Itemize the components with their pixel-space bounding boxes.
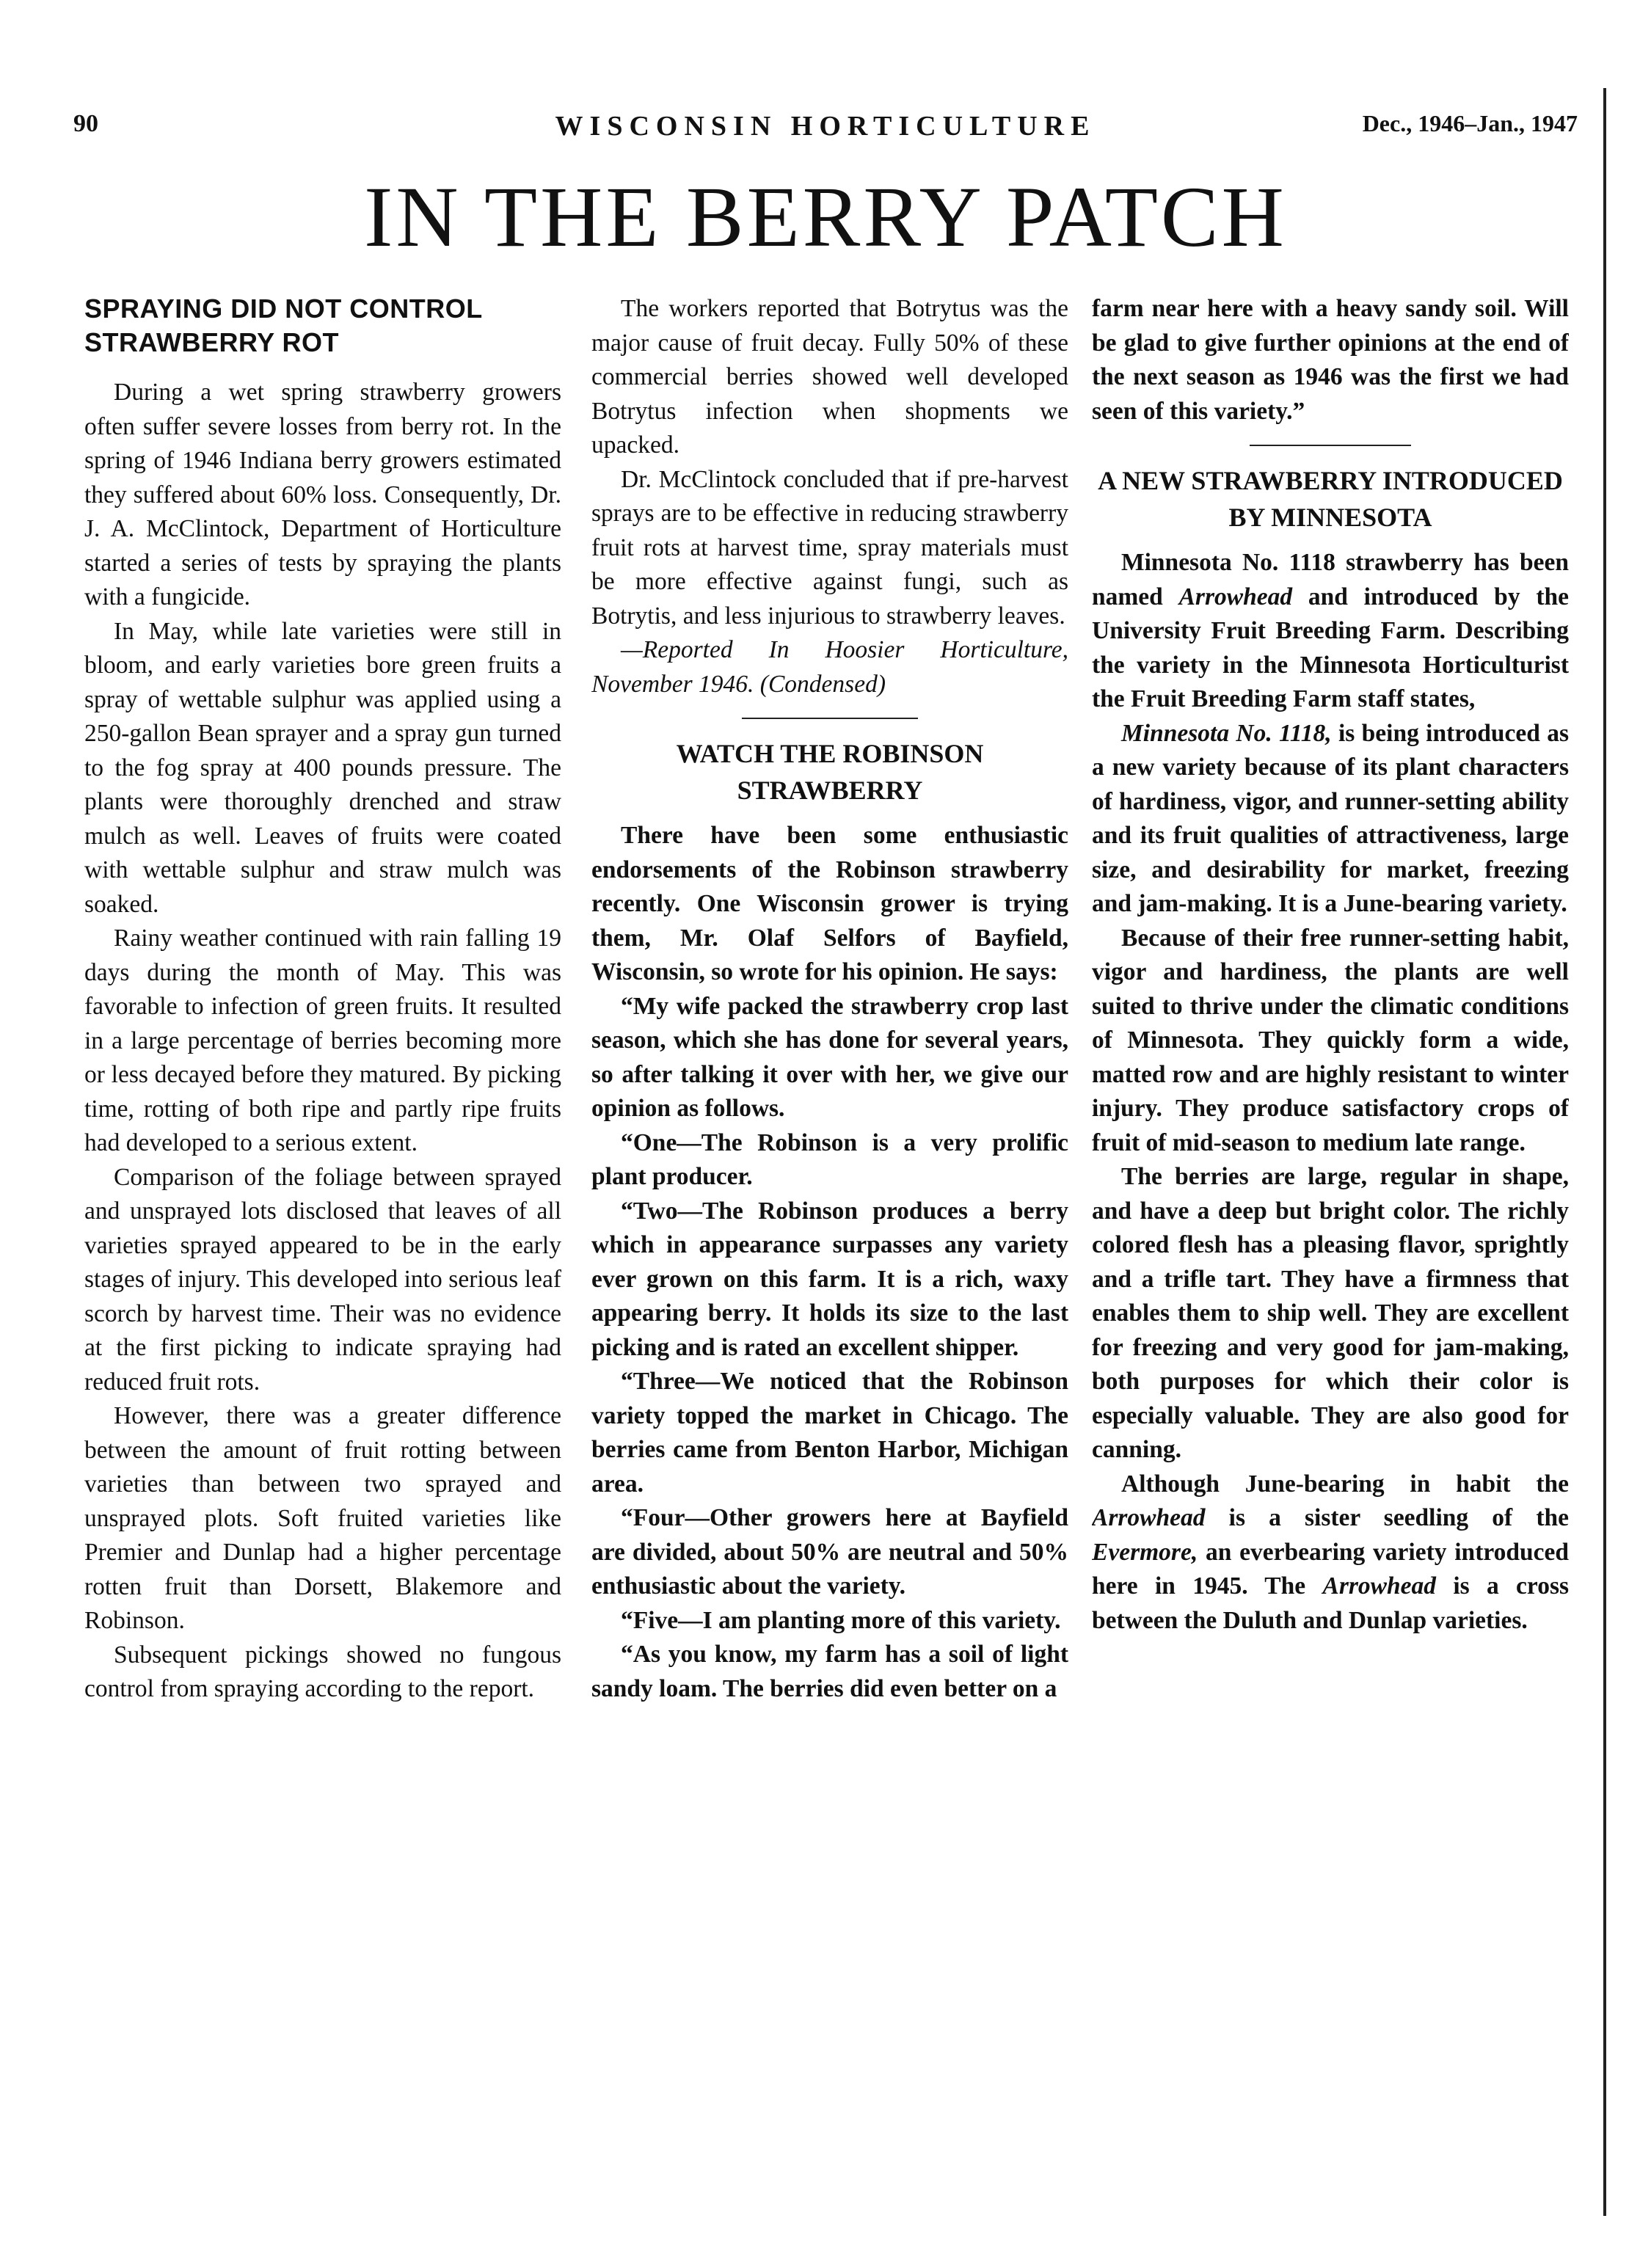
article-1-paragraph: However, there was a greater difference between the amount of fruit rotting between varieties than between two sprayed and unsprayed plots. Soft fruited varieties like Premier and Dunlap had a higher percentage rotten fruit than Dorsett, Blakemore and Robinson. <box>84 1402 561 1634</box>
article-2-paragraph: “One—The Robinson is a very prolific plant producer. <box>591 1128 1068 1190</box>
article-1-paragraph: During a wet spring strawberry growers often suffer severe losses from berry rot. In the spring of 1946 Indiana berry growers estimated they suffered about 60% loss. Consequently, Dr. J. A. McClintock, Department of Horticulture started a series of tests by spraying the plants with a fungicide. <box>84 379 561 610</box>
running-head <box>73 110 1578 147</box>
variety-name: Minnesota No. 1118, <box>1121 719 1332 747</box>
section-divider <box>742 718 918 719</box>
article-3-text: is being introduced as a new variety because of its plant characters of hardiness, vigor, and runner-setting ability and its fruit qualities of attractiveness, large size, and desirability for market, freezing and jam-making. It is a June-bearing variety. <box>1092 719 1569 917</box>
variety-name: Arrowhead <box>1322 1572 1436 1600</box>
article-2-paragraph: “Five—I am planting more of this variety. <box>621 1606 1061 1634</box>
article-1-paragraph: Subsequent pickings showed no fungous control from spraying according to the report. <box>84 1641 561 1702</box>
article-2-paragraph: “As you know, my farm has a soil of light sandy loam. The berries did even better on a <box>591 1641 1068 1702</box>
section-divider <box>1250 445 1411 446</box>
article-3-text: is a sister seedling of the <box>1228 1504 1569 1531</box>
margin-rule <box>1603 88 1606 2216</box>
article-1-paragraph: Rainy weather continued with rain falling 19 days during the month of May. This was favorable to infection of green fruits. It resulted in a large percentage of berries becoming more or less decayed before they matured. By picking time, rotting of both ripe and partly ripe fruits had developed to a serious extent. <box>84 925 561 1156</box>
journal-title: WISCONSIN HORTICULTURE <box>555 111 1096 142</box>
variety-name: Arrowhead <box>1092 1504 1206 1531</box>
column-1 <box>84 292 561 2170</box>
page-title: IN THE BERRY PATCH <box>364 169 1287 265</box>
article-2-paragraph: “Three—We noticed that the Robinson variety topped the market in Chicago. The berries came from Benton Harbor, Michigan area. <box>591 1368 1068 1498</box>
article-3-text: Minnesota No. 1118 strawberry has been named <box>1092 549 1569 610</box>
column-2 <box>591 292 1068 2170</box>
article-3-text: is a cross between the Duluth and Dunlap varieties. <box>1092 1572 1569 1634</box>
article-3-heading: A NEW STRAWBERRY INTRODUCED BY MINNESOTA <box>1098 466 1563 532</box>
page-number: 90 <box>73 110 98 137</box>
article-2-paragraph: There have been some enthusiastic endorsements of the Robinson strawberry recently. One Wisconsin grower is trying them, Mr. Olaf Selfors of Bayfield, Wisconsin, so wrote for his opinion. He says: <box>591 822 1068 985</box>
variety-name: Arrowhead <box>1178 583 1293 610</box>
article-2-paragraph: “Four—Other growers here at Bayfield are divided, about 50% are neutral and 50% enthusiastic about the variety. <box>591 1504 1068 1600</box>
article-1-paragraph: Dr. McClintock concluded that if pre-harvest sprays are to be effective in reducing strawberry fruit rots at harvest time, spray materials must be more effective against fungi, such as Botrytis, and less injurious to strawberry leaves. <box>591 465 1068 630</box>
article-3-paragraph <box>1092 717 1569 922</box>
article-2-paragraph: farm near here with a heavy sandy soil. Will be glad to give further opinions at the end of the next season as 1946 was the first we had seen of this variety.” <box>1092 295 1569 425</box>
article-1-credit: —Reported In Hoosier Horticulture, November 1946. (Condensed) <box>591 636 1068 698</box>
article-2-body <box>591 819 1068 1706</box>
column-3 <box>1092 292 1569 2170</box>
article-1-paragraph: Comparison of the foliage between sprayed and unsprayed lots disclosed that leaves of all varieties sprayed appeared to be in the early stages of injury. This developed into serious leaf scorch by harvest time. Their was no evidence at the first picking to indicate spraying had reduced fruit rots. <box>84 1163 561 1396</box>
article-3-paragraph: Because of their free runner-setting habit, vigor and hardiness, the plants are well suited to thrive under the climatic conditions of Minnesota. They quickly form a wide, matted row and are highly resistant to winter injury. They produce satisfactory crops of fruit of mid-season to medium late range. <box>1092 924 1569 1156</box>
article-3-text: Although June-bearing in habit the <box>1121 1470 1569 1498</box>
article-1-heading: SPRAYING DID NOT CONTROL STRAWBERRY ROT <box>84 293 483 357</box>
article-3-text: an everbearing variety introduced here in 1945. The <box>1092 1538 1569 1600</box>
article-1-paragraph: The workers reported that Botrytus was the major cause of fruit decay. Fully 50% of these commercial berries showed well developed Botrytus infection when shopments we upacked. <box>591 295 1068 459</box>
article-3-paragraph: The berries are large, regular in shape, and have a deep but bright color. The richly colored flesh has a pleasing flavor, sprightly and a trifle tart. They have a firmness that enables them to ship well. They are excellent for freezing and very good for jam-making, both purposes for which their color is especially valuable. They are also good for canning. <box>1092 1163 1569 1463</box>
issue-date: Dec., 1946–Jan., 1947 <box>1362 110 1578 136</box>
article-2-paragraph: “My wife packed the strawberry crop last season, which she has done for several years, so after talking it over with her, we give our opinion as follows. <box>591 992 1068 1122</box>
article-1-paragraph: In May, while late varieties were still in bloom, and early varieties bore green fruits a spray of wettable sulphur was applied using a 250-gallon Bean sprayer and a spray gun turned to the fog spray at 400 pounds pressure. The plants were thoroughly drenched and straw mulch as well. Leaves of fruits were coated with wettable sulphur and straw mulch was soaked. <box>84 617 561 918</box>
article-3-text: and introduced by the University Fruit Breeding Farm. Describing the variety in the Minnesota Horticulturist the Fruit Breeding Farm staff states, <box>1092 583 1569 712</box>
article-2-paragraph: “Two—The Robinson produces a berry which in appearance surpasses any variety ever grown on this farm. It is a rich, waxy appearing berry. It holds its size to the last picking and is rated an excellent shipper. <box>591 1197 1068 1361</box>
article-3-paragraph <box>1092 546 1569 717</box>
article-2-heading: WATCH THE ROBINSON STRAWBERRY <box>676 739 984 805</box>
article-3-paragraph <box>1092 1467 1569 1638</box>
variety-name: Evermore, <box>1092 1538 1198 1566</box>
